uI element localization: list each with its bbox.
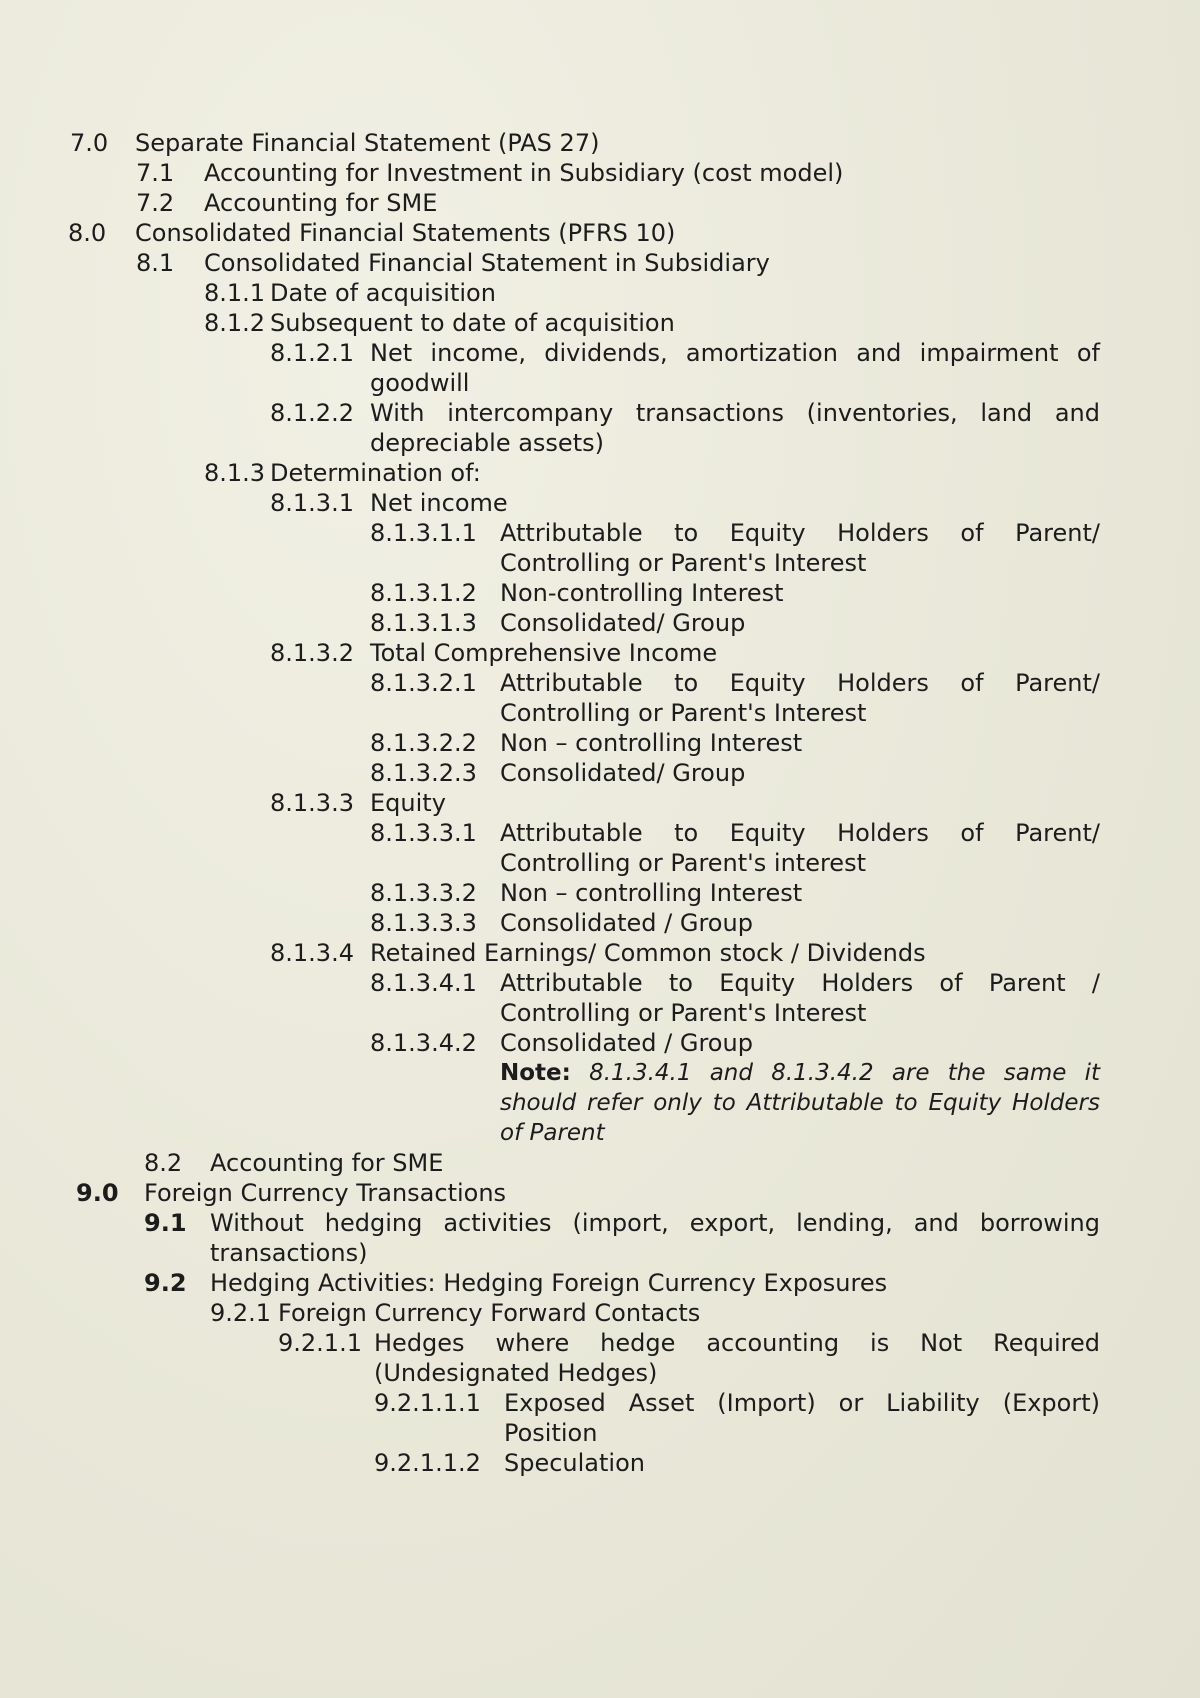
outline-item bbox=[370, 908, 753, 938]
item-number: 8.1.2.1 bbox=[270, 339, 354, 367]
item-text: Attributable to Equity Holders of Parent/ Controlling or Parent's Interest bbox=[500, 519, 1100, 577]
item-text: Foreign Currency Forward Contacts bbox=[278, 1299, 701, 1327]
item-text: Non – controlling Interest bbox=[500, 879, 803, 907]
item-text: Equity bbox=[370, 789, 446, 817]
outline-item bbox=[370, 968, 1100, 1028]
item-number: 8.1.3.2.1 bbox=[370, 669, 477, 697]
item-number: 7.2 bbox=[136, 189, 175, 217]
outline-item bbox=[204, 278, 496, 308]
outline-item bbox=[370, 668, 1100, 728]
item-text: Consolidated/ Group bbox=[500, 759, 746, 787]
outline-item bbox=[136, 158, 843, 188]
item-text: Net income, dividends, amortization and impairment of goodwill bbox=[370, 339, 1100, 397]
item-number: 9.2.1 bbox=[210, 1299, 272, 1327]
item-number: 7.0 bbox=[70, 129, 109, 157]
item-number: 8.2 bbox=[144, 1149, 183, 1177]
outline-item bbox=[278, 1328, 1100, 1388]
outline-item bbox=[204, 458, 481, 488]
outline-item bbox=[204, 308, 675, 338]
item-number: 8.1.3.1 bbox=[270, 489, 354, 517]
item-number: 8.1.3.4 bbox=[270, 939, 354, 967]
item-number: 8.1.2 bbox=[204, 309, 266, 337]
outline-item bbox=[374, 1448, 645, 1478]
item-text: Attributable to Equity Holders of Parent/ Controlling or Parent's interest bbox=[500, 819, 1100, 877]
item-number: 8.1.3.3.1 bbox=[370, 819, 477, 847]
item-text: Exposed Asset (Import) or Liability (Export) Position bbox=[504, 1389, 1100, 1447]
item-number: 8.1.3.3.2 bbox=[370, 879, 477, 907]
item-text: Retained Earnings/ Common stock / Dividends bbox=[370, 939, 926, 967]
item-text: Hedges where hedge accounting is Not Required (Undesignated Hedges) bbox=[374, 1329, 1100, 1387]
outline-item bbox=[270, 488, 508, 518]
outline-item bbox=[370, 728, 802, 758]
item-number: 9.0 bbox=[76, 1179, 119, 1207]
item-number: 8.1.3.1.3 bbox=[370, 609, 477, 637]
item-number: 8.1.3.1.2 bbox=[370, 579, 477, 607]
note-block bbox=[500, 1058, 1100, 1148]
item-text: Foreign Currency Transactions bbox=[144, 1179, 507, 1207]
item-number: 7.1 bbox=[136, 159, 175, 187]
item-number: 8.1.2.2 bbox=[270, 399, 354, 427]
item-text: With intercompany transactions (inventories, land and depreciable assets) bbox=[370, 399, 1100, 457]
item-number: 9.2.1.1.2 bbox=[374, 1449, 481, 1477]
item-text: Speculation bbox=[504, 1449, 645, 1477]
note-paragraph bbox=[500, 1058, 1100, 1148]
outline-item bbox=[370, 1028, 753, 1058]
item-number: 8.0 bbox=[68, 219, 107, 247]
outline-item bbox=[136, 248, 770, 278]
item-number: 8.1.3.3.3 bbox=[370, 909, 477, 937]
item-text: Net income bbox=[370, 489, 508, 517]
outline-item bbox=[370, 818, 1100, 878]
item-text: Consolidated Financial Statement in Subsidiary bbox=[204, 249, 770, 277]
item-text: Accounting for Investment in Subsidiary (cost model) bbox=[204, 159, 844, 187]
item-text: Accounting for SME bbox=[204, 189, 438, 217]
outline-item bbox=[270, 638, 717, 668]
item-text: Total Comprehensive Income bbox=[370, 639, 718, 667]
item-text: Hedging Activities: Hedging Foreign Currency Exposures bbox=[210, 1269, 888, 1297]
outline-item bbox=[374, 1388, 1100, 1448]
item-text: Consolidated Financial Statements (PFRS 10) bbox=[135, 219, 676, 247]
outline-item bbox=[210, 1298, 700, 1328]
outline-item bbox=[370, 578, 784, 608]
outline-item bbox=[370, 758, 745, 788]
item-text: Non-controlling Interest bbox=[500, 579, 784, 607]
note-label: Note: bbox=[500, 1060, 571, 1086]
item-text: Consolidated / Group bbox=[500, 909, 753, 937]
item-text: Attributable to Equity Holders of Parent/ Controlling or Parent's Interest bbox=[500, 669, 1100, 727]
item-text: Consolidated / Group bbox=[500, 1029, 753, 1057]
item-text: Non – controlling Interest bbox=[500, 729, 803, 757]
outline-item bbox=[270, 398, 1100, 458]
item-number: 8.1.3.2.3 bbox=[370, 759, 477, 787]
item-number: 9.1 bbox=[144, 1209, 187, 1237]
item-text: Attributable to Equity Holders of Parent / Controlling or Parent's Interest bbox=[500, 969, 1100, 1027]
outline-item bbox=[76, 1178, 506, 1208]
outline-item bbox=[270, 788, 446, 818]
item-number: 9.2 bbox=[144, 1269, 187, 1297]
item-number: 8.1.1 bbox=[204, 279, 266, 307]
outline-item bbox=[270, 938, 926, 968]
item-text: Date of acquisition bbox=[270, 279, 496, 307]
item-text: Subsequent to date of acquisition bbox=[270, 309, 675, 337]
outline-item bbox=[370, 878, 802, 908]
item-number: 8.1.3.3 bbox=[270, 789, 354, 817]
outline-item bbox=[70, 128, 599, 158]
outline-item bbox=[144, 1148, 443, 1178]
outline-item bbox=[136, 188, 437, 218]
outline-item bbox=[270, 338, 1100, 398]
note-text: 8.1.3.4.1 and 8.1.3.4.2 are the same it should refer only to Attributable to Equity Holders of Parent bbox=[500, 1060, 1101, 1146]
item-text: Without hedging activities (import, export, lending, and borrowing transactions) bbox=[210, 1209, 1100, 1267]
item-number: 9.2.1.1 bbox=[278, 1329, 362, 1357]
item-number: 8.1.3 bbox=[204, 459, 266, 487]
outline-item bbox=[144, 1268, 887, 1298]
item-number: 8.1.3.2 bbox=[270, 639, 354, 667]
item-text: Accounting for SME bbox=[210, 1149, 444, 1177]
outline-item bbox=[370, 608, 745, 638]
item-number: 8.1.3.4.1 bbox=[370, 969, 477, 997]
outline-item bbox=[144, 1208, 1100, 1268]
outline-item bbox=[370, 518, 1100, 578]
item-number: 8.1.3.2.2 bbox=[370, 729, 477, 757]
item-number: 8.1 bbox=[136, 249, 175, 277]
item-number: 8.1.3.4.2 bbox=[370, 1029, 477, 1057]
item-text: Determination of: bbox=[270, 459, 481, 487]
item-number: 8.1.3.1.1 bbox=[370, 519, 477, 547]
outline-item bbox=[68, 218, 675, 248]
item-text: Consolidated/ Group bbox=[500, 609, 746, 637]
item-number: 9.2.1.1.1 bbox=[374, 1389, 481, 1417]
item-text: Separate Financial Statement (PAS 27) bbox=[135, 129, 600, 157]
